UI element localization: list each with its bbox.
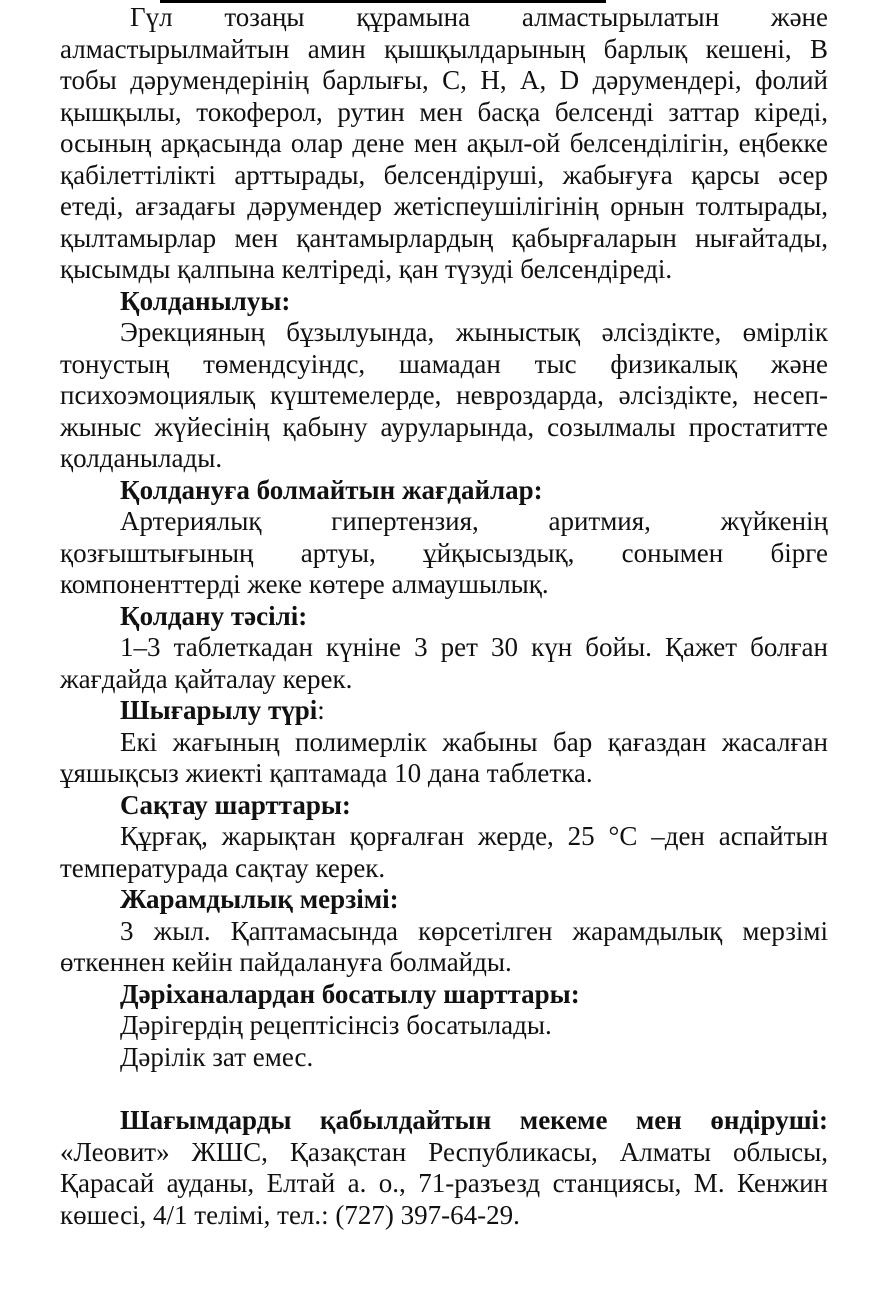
shelf-life-heading: Жарамдылық мерзімі: [120, 884, 399, 914]
manufacturer-details: «Леовит» ЖШС, Қазақстан Республикасы, Алматы облысы, Қарасай ауданы, Елтай а. о., 71-разъезд станциясы, М. Кенжин көшесі, 4/1 телімі, тел.: (727) 397-64-29. [60, 1136, 828, 1230]
form-heading-label: Шығарылу түрі [120, 695, 318, 725]
storage-heading: Сақтау шарттары: [120, 789, 351, 820]
dosage-paragraph: 1–3 таблеткадан күніне 3 рет 30 күн бойы. Қажет болған жағдайда қайталау керек. [60, 632, 828, 694]
form-heading-colon: : [317, 695, 325, 725]
manufacturer-paragraph [60, 1105, 828, 1231]
dispensing-line-1: Дәрігердің рецептісінсіз босатылады. [120, 1010, 552, 1040]
intro-paragraph: Гүл тозаңы құрамына алмастырылатын және алмастырылмайтын амин қышқылдарының барлық кешені, В тобы дәрумендерінің барлығы, С, Н, А, D дәрумендері, фолий қышқылы, токоферол, рутин мен басқа белсенді заттар кіреді, осының арқасында олар дене мен ақыл-ой белсенділігін, еңбекке қабілеттілікті арттырады, белсендіруші, жабығуға қарсы әсер етеді, ағзадағы дәрумендер жетіспеушілігінің орнын толтырады, қылтамырлар мен қантамырлардың қабырғаларын нығайтады, қысымды қалпына келтіреді, қан түзуді белсендіреді. [60, 2, 828, 284]
usage-paragraph: Эрекцияның бұзылуында, жыныстық әлсіздікте, өмірлік тонустың төмендсуіндс, шамадан тыс физикалық және психоэмоциялық күштемелерде, невроздарда, әлсіздікте, несеп-жыныс жүйесінің қабыну ауруларында, созылмалы простатитте қолданылады. [60, 317, 828, 473]
usage-heading: Қолданылуы: [120, 285, 291, 316]
document-page [60, 0, 828, 1231]
dispensing-line-2: Дәрілік зат емес. [120, 1041, 314, 1072]
manufacturer-label: Шағымдарды қабылдайтын мекеме мен өндіруші: [120, 1105, 828, 1135]
contraindications-paragraph: Артериялық гипертензия, аритмия, жүйкенің қозғыштығының артуы, ұйқысыздық, сонымен бірге компоненттерді жеке көтере алмаушылық. [60, 506, 828, 599]
dosage-heading: Қолдану тәсілі: [120, 600, 308, 631]
form-paragraph: Екі жағының полимерлік жабыны бар қағаздан жасалған ұяшықсыз жиекті қаптамада 10 дана таблетка. [60, 726, 828, 788]
section-spacer [60, 1073, 828, 1105]
contraindications-heading: Қолдануға болмайтын жағдайлар: [120, 474, 543, 505]
shelf-life-paragraph: 3 жыл. Қаптамасында көрсетілген жарамдылық мерзімі өткеннен кейін пайдалануға болмайды. [60, 915, 828, 977]
storage-paragraph: Құрғақ, жарықтан қорғалған жерде, 25 °С –ден аспайтын температурада сақтау керек. [60, 821, 828, 883]
form-heading [60, 695, 828, 727]
dispensing-heading: Дәріханалардан босатылу шарттары: [120, 978, 580, 1009]
